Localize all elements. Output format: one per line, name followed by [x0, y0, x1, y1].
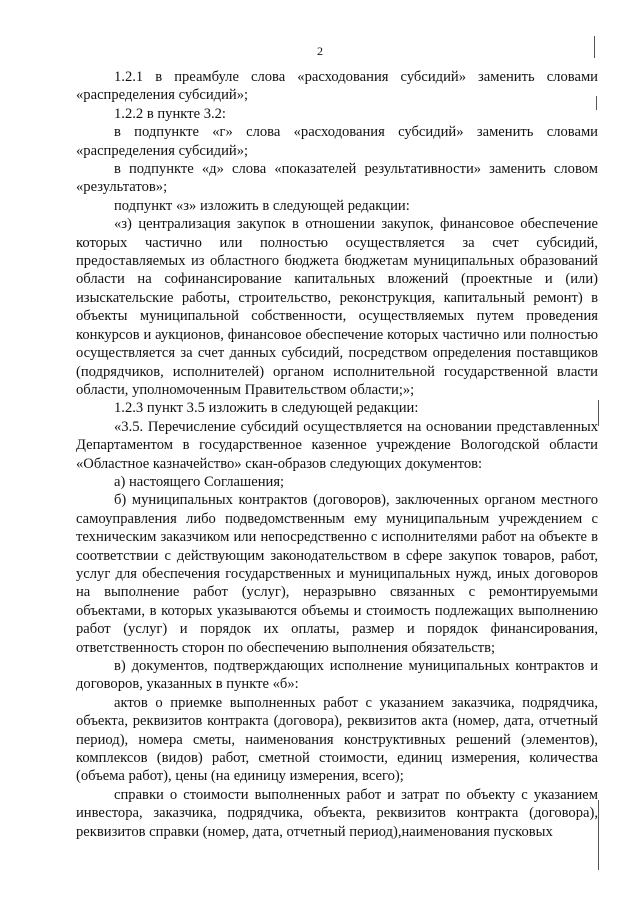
paragraph-1-2-2: 1.2.2 в пункте 3.2: [114, 105, 226, 122]
scan-edge-mark-upper [596, 96, 597, 110]
paragraph-item-a: а) настоящего Соглашения; [114, 473, 285, 490]
scan-edge-mark-lower [598, 800, 599, 870]
paragraph-1-2-1: 1.2.1 в преамбуле слова «расходования субсидий» заменить словами «распределения субсидий»; [76, 69, 598, 104]
paragraph-subpoint-z-intro: подпункт «з» изложить в следующей редакции: [114, 197, 410, 214]
paragraph-certificate: справки о стоимости выполненных работ и затрат по объекту с указанием инвестора, заказчика, подрядчика, объекта, реквизитов контракта (договора), реквизитов справки (номер, дата, отчетный период),наименования пусковых [76, 786, 598, 840]
paragraph-item-v: в) документов, подтверждающих исполнение муниципальных контрактов и договоров, указанных в пункте «б»: [76, 658, 598, 693]
paragraph-subpoint-d: в подпункте «д» слова «показателей результативности» заменить словом «результатов»; [76, 161, 598, 196]
paragraph-acts: актов о приемке выполненных работ с указанием заказчика, подрядчика, объекта, реквизитов контракта (договора), реквизитов акта (номер, дата, отчетный период), номера сметы, наименования конструктивных решений (элементов), комплексов (видов) работ, сметной стоимости, единиц измерения, количества (объема работ), цены (на единицу измерения, всего); [76, 694, 598, 785]
paragraph-1-2-3: 1.2.3 пункт 3.5 изложить в следующей редакции: [114, 400, 419, 417]
paragraph-item-b: б) муниципальных контрактов (договоров), заключенных органом местного самоуправления либо подведомственным ему муниципальным учреждением с техническим заказчиком или непосредственно с исполнителями работ на объекте в соответствии с действующим законодательством в сфере закупок товаров, работ, услуг для обеспечения государственных и муниципальных нужд, иных договоров на выполнение работ (услуг), неразрывно связанных с ремонтируемыми объектами, в которых указываются объемы и стоимость подлежащих выполнению работ (услуг) и порядок их оплаты, размер и порядок финансирования, ответственность сторон по обеспечению выполнения обязательств; [76, 492, 598, 656]
scan-edge-mark-top [594, 36, 595, 58]
paragraph-subpoint-g: в подпункте «г» слова «расходования субсидий» заменить словами «распределения субсидий»; [76, 124, 598, 159]
page-number: 2 [317, 44, 323, 58]
paragraph-3-5: «3.5. Перечисление субсидий осуществляется на основании представленных Департаментом в государственное казенное учреждение Вологодской области «Областное казначейство» скан-образов следующих документов: [76, 418, 598, 472]
scan-edge-mark-middle [598, 400, 599, 426]
document-body [76, 68, 598, 841]
paragraph-subpoint-z-text: «з) централизация закупок в отношении закупок, финансовое обеспечение которых частично или полностью осуществляется за счет субсидий, предоставляемых из областного бюджета бюджетам муниципальных образований области на софинансирование капитальных вложений (проектные и (или) изыскательские работы, строительство, реконструкция, капитальный ремонт) в объекты муниципальной собственности, осуществляемых путем проведения конкурсов и аукционов, финансовое обеспечение которых частично или полностью осуществляется за счет данных субсидий, посредством определения поставщиков (подрядчиков, исполнителей) органом исполнительной государственной власти области, уполномоченным Правительством области;»; [76, 216, 598, 398]
